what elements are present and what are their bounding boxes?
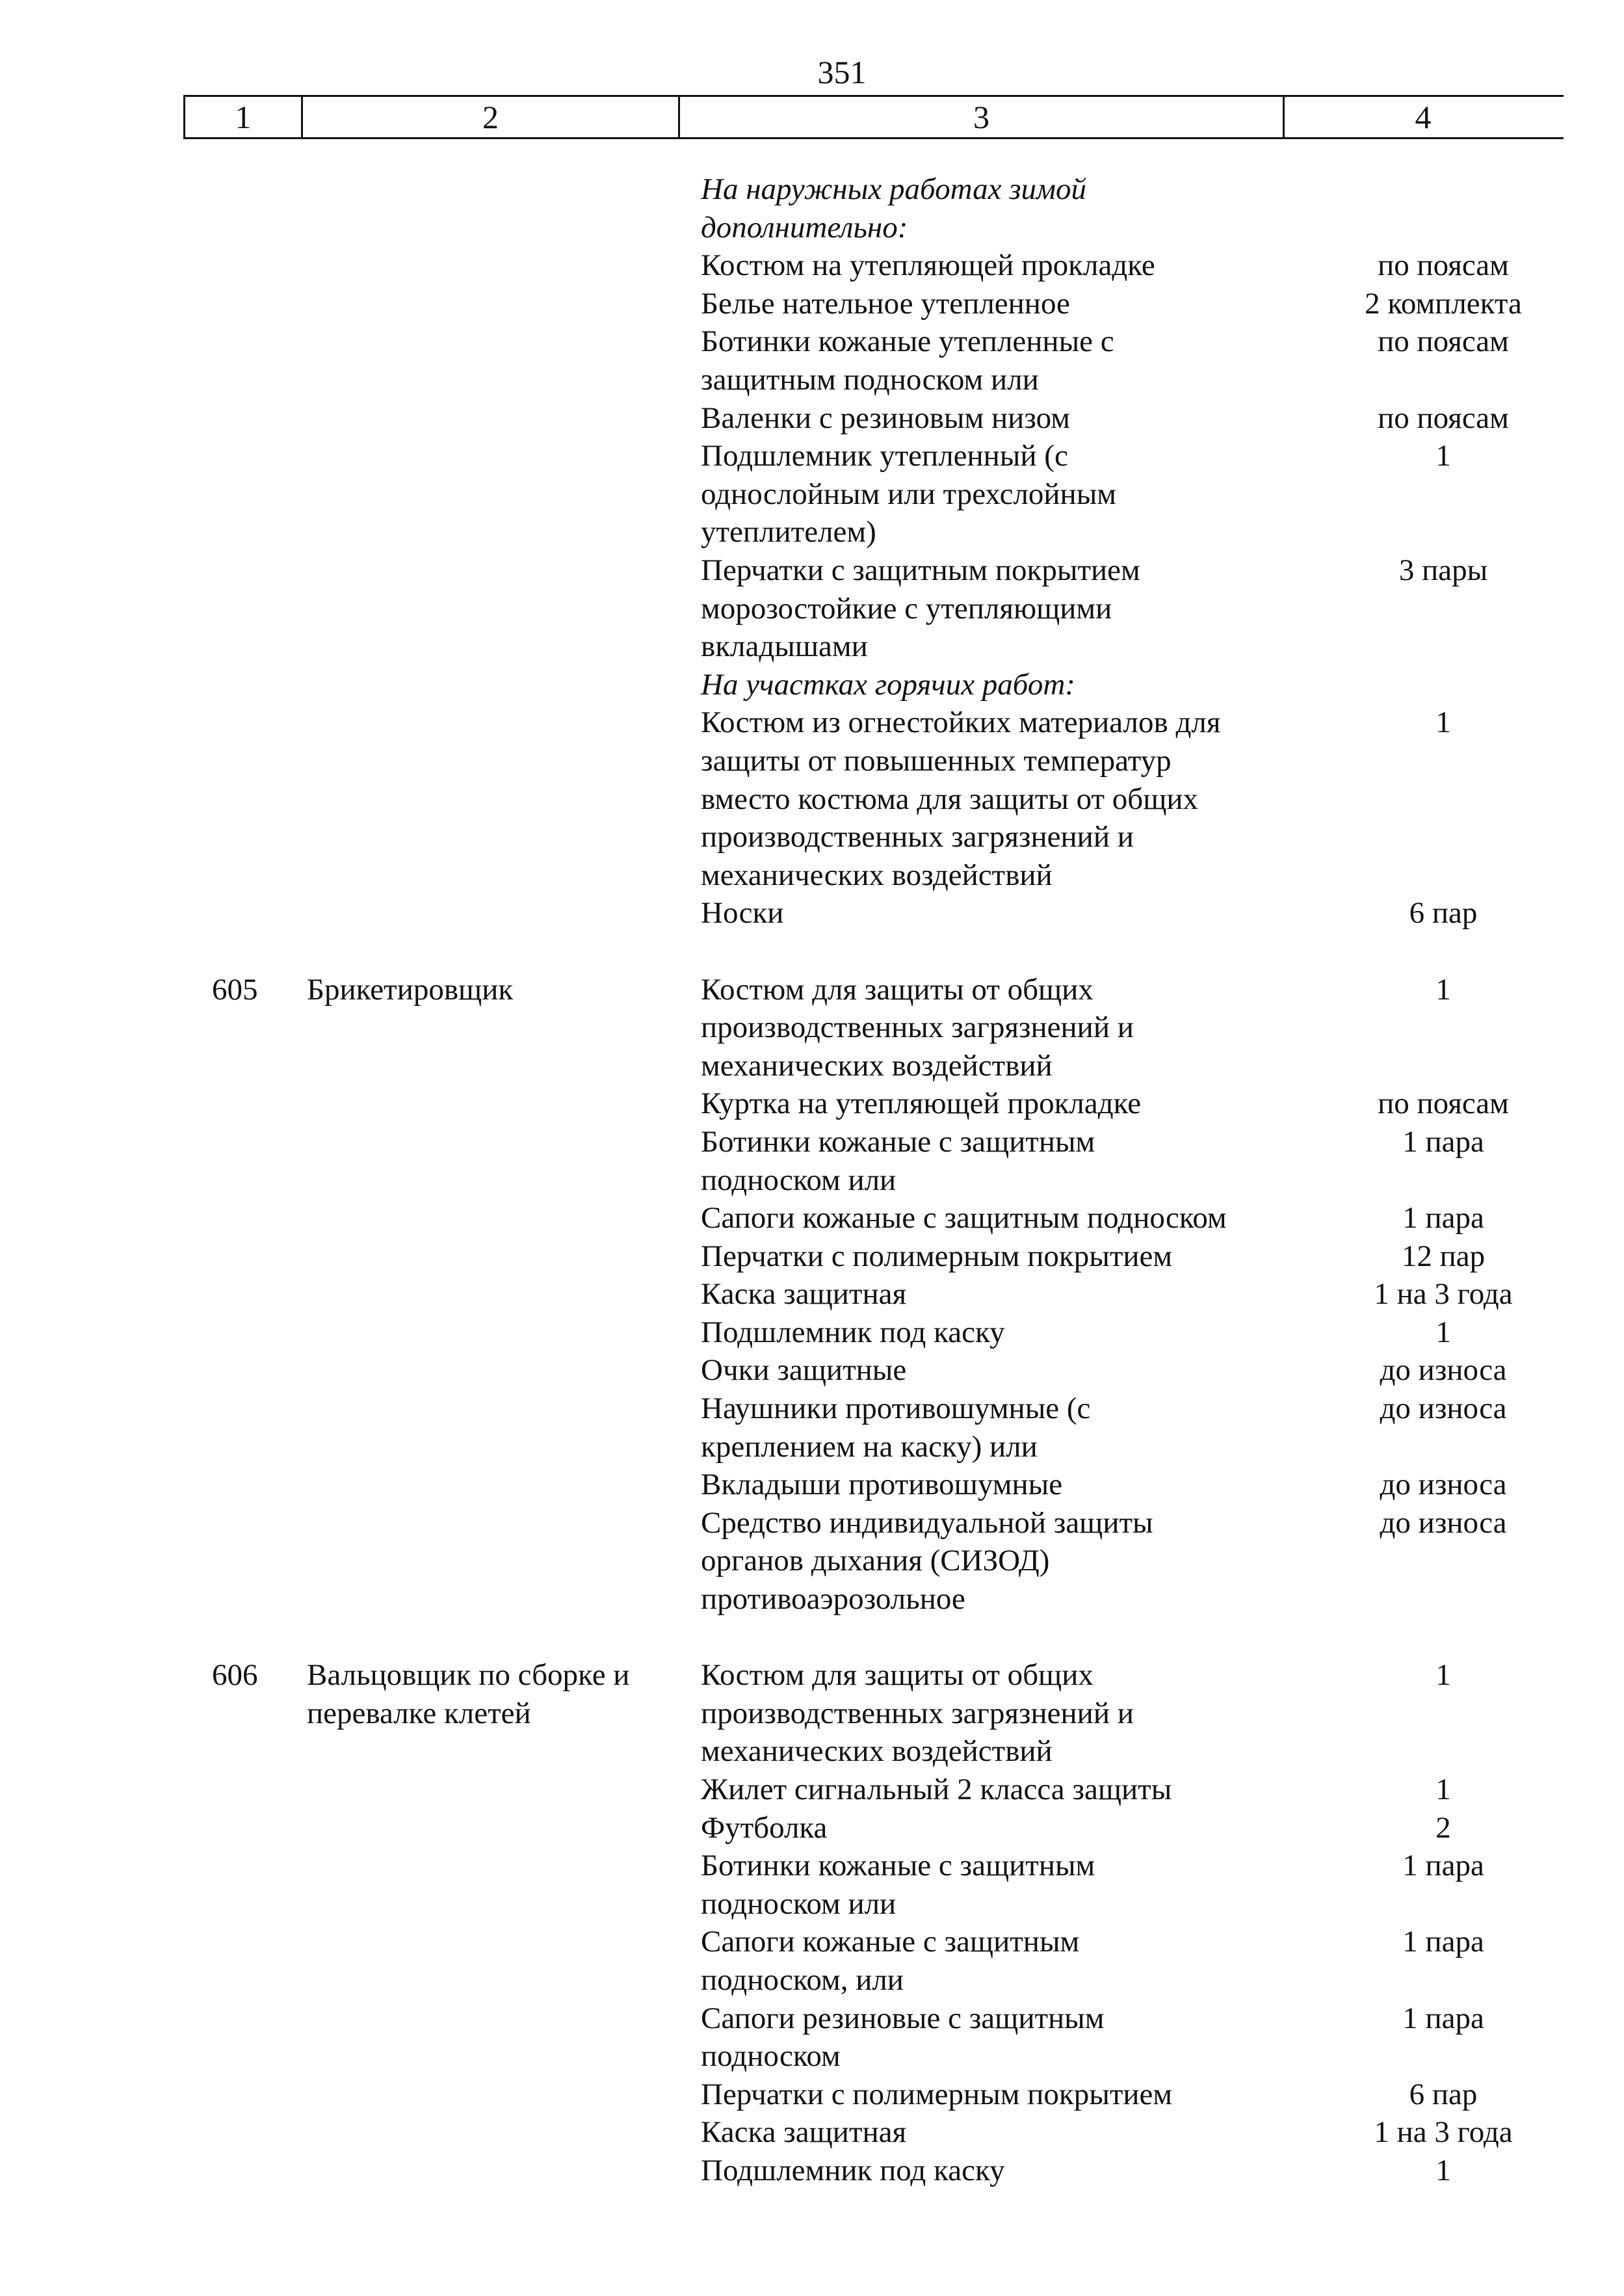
table-row — [0, 1504, 1624, 1618]
table-row — [0, 1351, 1624, 1390]
table-row — [0, 2113, 1624, 2152]
issue-norm: 6 пар — [1409, 2077, 1478, 2111]
table-row — [0, 399, 1624, 438]
ppe-item: Сапоги кожаные с защитным подноском — [701, 1201, 1227, 1235]
table-row — [0, 551, 1624, 666]
issue-norm: 6 пар — [1409, 896, 1478, 930]
issue-norm: 1 — [1435, 972, 1451, 1007]
issue-norm: до износа — [1380, 1392, 1507, 1426]
issue-norm: до износа — [1380, 1468, 1507, 1502]
issue-norm: по поясам — [1378, 1087, 1509, 1121]
row-number: 605 — [212, 972, 258, 1007]
table-row — [0, 704, 1624, 894]
table-row — [0, 1123, 1624, 1199]
table-row — [0, 666, 1624, 704]
ppe-item: Перчатки с защитным покрытием морозостойкие с утепляющими вкладышами — [701, 553, 1140, 664]
issue-norm: 1 пара — [1402, 1849, 1484, 1883]
issue-norm: 12 пар — [1401, 1239, 1486, 1273]
table-row — [0, 2076, 1624, 2114]
issue-norm: 1 — [1435, 706, 1451, 740]
table-row — [0, 1923, 1624, 1999]
issue-norm: 1 пара — [1402, 2001, 1484, 2035]
issue-norm: 1 на 3 года — [1374, 2115, 1513, 2150]
header-col-3: 3 — [680, 97, 1285, 137]
ppe-item: Ботинки кожаные с защитным подноском или — [701, 1124, 1095, 1197]
table-row — [0, 1999, 1624, 2076]
table-row — [0, 246, 1624, 285]
table-row — [0, 1390, 1624, 1466]
ppe-item: Костюм для защиты от общих производственных загрязнений и механических воздействий — [701, 972, 1134, 1083]
ppe-item: Перчатки с полимерным покрытием — [701, 2077, 1173, 2111]
table-row — [0, 1466, 1624, 1504]
issue-norm: по поясам — [1378, 401, 1509, 435]
ppe-item: Каска защитная — [701, 1277, 907, 1312]
table-row — [0, 437, 1624, 551]
issue-norm: 1 — [1435, 439, 1451, 473]
issue-norm: 1 пара — [1402, 1124, 1484, 1159]
issue-norm: 2 комплекта — [1365, 286, 1522, 321]
table-row — [0, 1085, 1624, 1123]
table-row — [0, 1771, 1624, 1809]
issue-norm: 1 — [1435, 1658, 1451, 1693]
ppe-item: Наушники противошумные (с креплением на каску) или — [701, 1392, 1091, 1464]
table-row — [0, 285, 1624, 323]
table-row — [0, 1275, 1624, 1313]
ppe-item: Куртка на утепляющей прокладке — [701, 1087, 1142, 1121]
issue-norm: 1 пара — [1402, 1201, 1484, 1235]
table-row — [0, 1809, 1624, 1847]
issue-norm: 1 — [1435, 1773, 1451, 1807]
table-row — [0, 1199, 1624, 1237]
ppe-item: Перчатки с полимерным покрытием — [701, 1239, 1173, 1273]
ppe-item: На наружных работах зимой дополнительно: — [701, 172, 1087, 244]
table-row — [0, 323, 1624, 399]
issue-norm: по поясам — [1378, 324, 1509, 359]
table-row — [0, 971, 1624, 1085]
issue-norm: 3 пары — [1398, 553, 1488, 587]
issue-norm: 1 на 3 года — [1374, 1277, 1513, 1312]
issue-norm: до износа — [1380, 1505, 1507, 1540]
table-row — [0, 1313, 1624, 1352]
ppe-item: Костюм для защиты от общих производственных загрязнений и механических воздействий — [701, 1658, 1134, 1769]
ppe-item: На участках горячих работ: — [701, 667, 1075, 702]
issue-norm: 1 — [1435, 1315, 1451, 1349]
header-col-1: 1 — [185, 97, 303, 137]
ppe-item: Каска защитная — [701, 2115, 907, 2150]
ppe-item: Жилет сигнальный 2 класса защиты — [701, 1773, 1172, 1807]
ppe-item: Футболка — [701, 1810, 828, 1845]
page-number: 351 — [817, 54, 867, 90]
ppe-item: Сапоги резиновые с защитным подноском — [701, 2001, 1105, 2074]
ppe-item: Ботинки кожаные с защитным подноском или — [701, 1849, 1095, 1921]
ppe-item: Подшлемник под каску — [701, 1315, 1005, 1349]
row-number: 606 — [212, 1658, 258, 1693]
ppe-item: Подшлемник под каску — [701, 2153, 1005, 2187]
ppe-item: Костюм из огнестойких материалов для защиты от повышенных температур вместо костюма для защиты от общих производственных загрязнений и механических воздействий — [701, 706, 1221, 892]
ppe-item: Средство индивидуальной защиты органов дыхания (СИЗОД) противоаэрозольное — [701, 1505, 1153, 1616]
issue-norm: 1 пара — [1402, 1925, 1484, 1959]
ppe-item: Валенки с резиновым низом — [701, 401, 1070, 435]
ppe-item: Костюм на утепляющей прокладке — [701, 248, 1155, 283]
table-row — [0, 170, 1624, 246]
table-body — [0, 170, 1624, 2190]
table-row — [0, 1656, 1624, 1771]
ppe-item: Вкладыши противошумные — [701, 1468, 1063, 1502]
issue-norm: 1 — [1435, 2153, 1451, 2187]
table-row — [0, 894, 1624, 932]
header-col-2: 2 — [303, 97, 680, 137]
ppe-item: Носки — [701, 896, 784, 930]
table-row — [0, 1237, 1624, 1276]
table-row — [0, 2152, 1624, 2190]
ppe-item: Очки защитные — [701, 1353, 907, 1388]
ppe-item: Подшлемник утепленный (с однослойным или трехслойным утеплителем) — [701, 439, 1117, 549]
issue-norm: до износа — [1380, 1353, 1507, 1388]
header-col-4: 4 — [1415, 99, 1432, 135]
table-header — [183, 95, 1564, 139]
ppe-item: Белье нательное утепленное — [701, 286, 1070, 321]
table-row — [0, 1847, 1624, 1923]
issue-norm: 2 — [1435, 1810, 1451, 1845]
profession-name: Брикетировщик — [307, 972, 514, 1007]
profession-name: Вальцовщик по сборке и перевалке клетей — [307, 1658, 630, 1730]
ppe-item: Сапоги кожаные с защитным подноском, или — [701, 1925, 1080, 1998]
ppe-item: Ботинки кожаные утепленные с защитным подноском или — [701, 324, 1114, 397]
issue-norm: по поясам — [1378, 248, 1509, 283]
